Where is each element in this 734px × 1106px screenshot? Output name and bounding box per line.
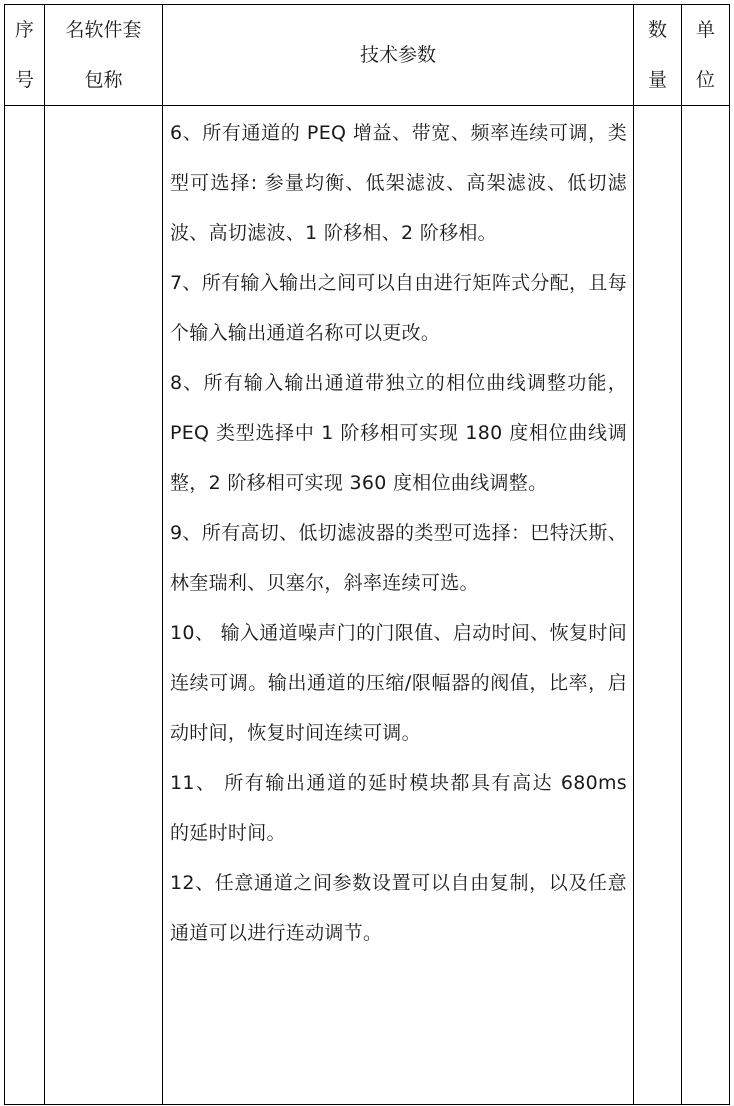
param-item: 12、任意通道之间参数设置可以自由复制，以及任意通道可以进行连动调节。 [170, 872, 627, 944]
header-name: 名软件套 包称 [45, 5, 163, 106]
header-unit: 单 位 [682, 5, 730, 106]
name-cell [45, 106, 163, 1105]
param-item: 9、所有高切、低切滤波器的类型可选择：巴特沃斯、林奎瑞利、贝塞尔，斜率连续可选。 [170, 522, 627, 594]
spec-table [4, 4, 730, 1105]
param-item: 6、所有通道的 PEQ 增益、带宽、频率连续可调，类型可选择: 参量均衡、低架滤波、高架滤波、低切滤波、高切滤波、1 阶移相、2 阶移相。 [170, 122, 627, 244]
index-cell [5, 106, 45, 1105]
params-cell [163, 106, 634, 1105]
header-row [5, 5, 730, 106]
param-item: 8、所有输入输出通道带独立的相位曲线调整功能，PEQ 类型选择中 1 阶移相可实现 180 度相位曲线调整，2 阶移相可实现 360 度相位曲线调整。 [170, 372, 627, 494]
param-item: 10、 输入通道噪声门的门限值、启动时间、恢复时间连续可调。输出通道的压缩/限幅器的阀值，比率，启动时间，恢复时间连续可调。 [170, 622, 627, 744]
header-qty: 数 量 [634, 5, 682, 106]
unit-cell [682, 106, 730, 1105]
table-row [5, 106, 730, 1105]
qty-cell [634, 106, 682, 1105]
param-item: 11、 所有输出通道的延时模块都具有高达 680ms 的延时时间。 [170, 772, 627, 844]
header-index: 序 号 [5, 5, 45, 106]
param-item: 7、所有输入输出之间可以自由进行矩阵式分配，且每个输入输出通道名称可以更改。 [170, 272, 627, 344]
header-params: 技术参数 [163, 5, 634, 106]
